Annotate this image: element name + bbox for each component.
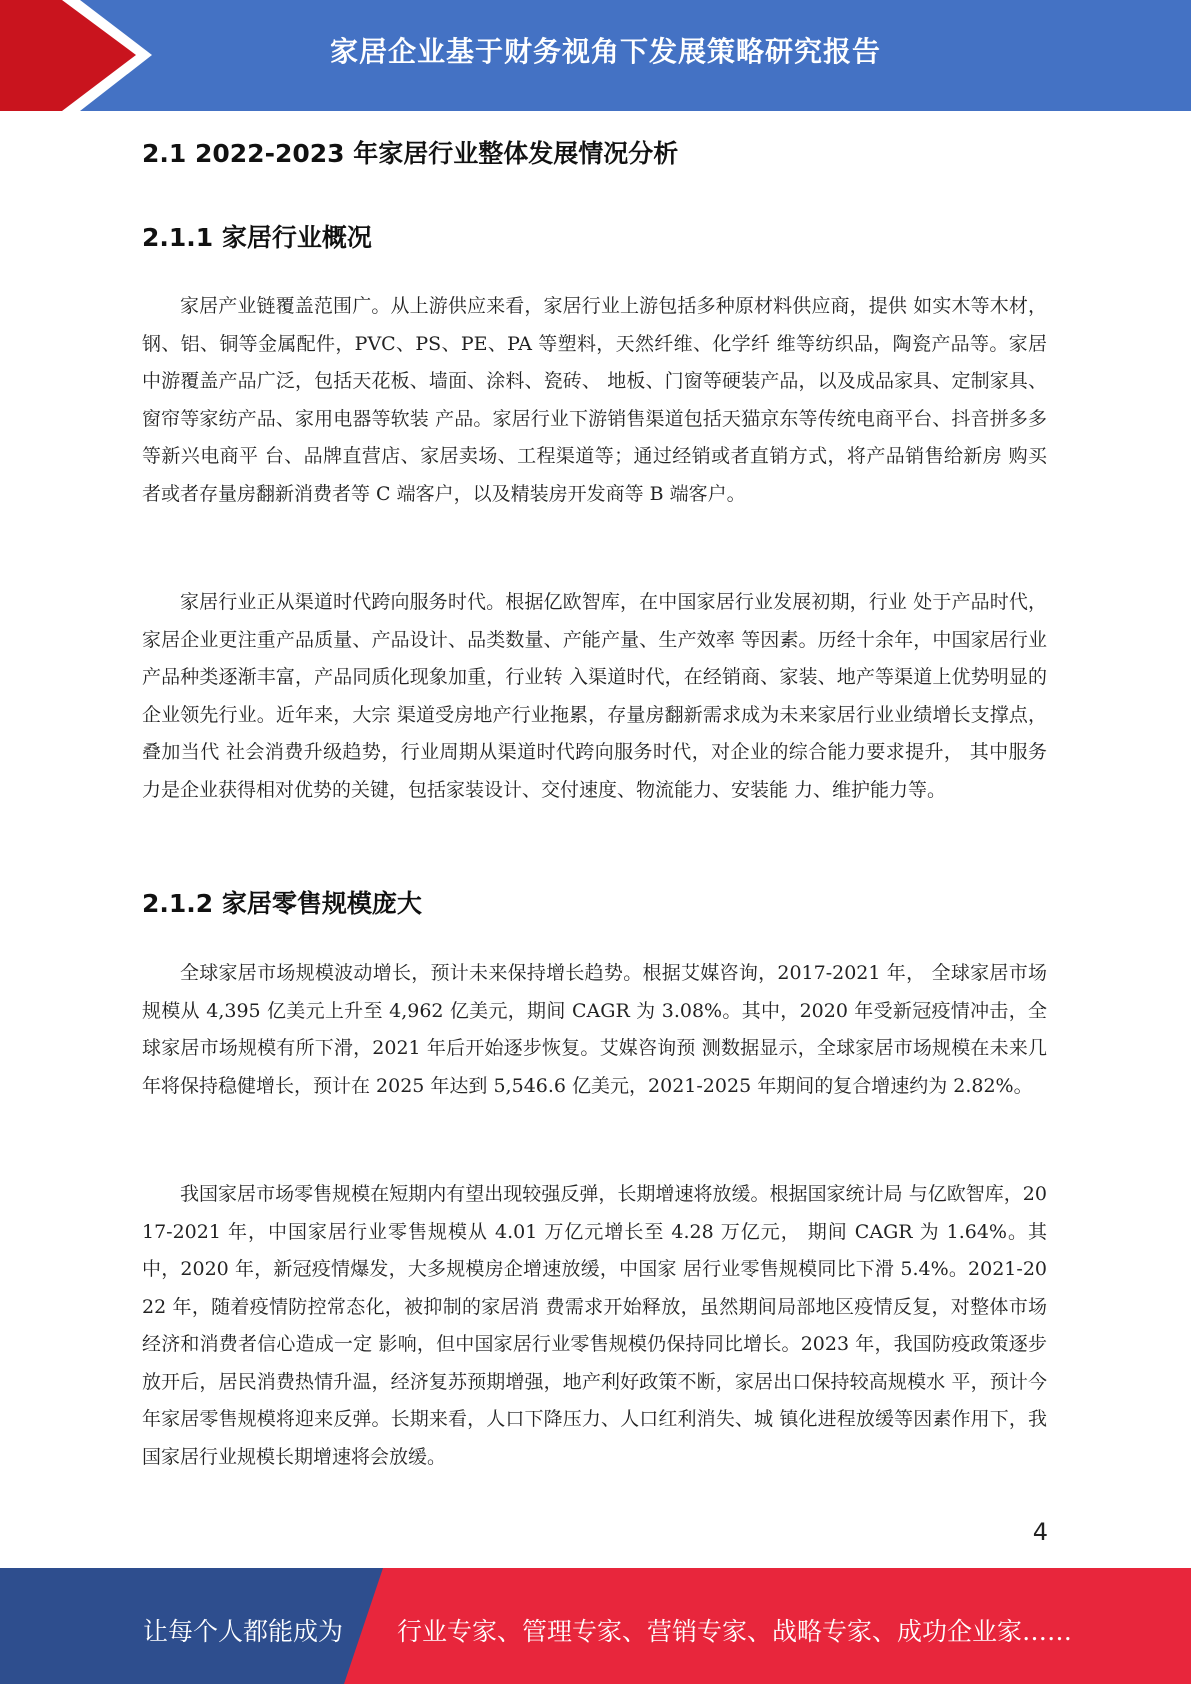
section-heading-2-1-1: 2.1.1 家居行业概况 <box>142 223 372 252</box>
report-title: 家居企业基于财务视角下发展策略研究报告 <box>330 35 882 68</box>
page-number: 4 <box>1032 1518 1048 1546</box>
section-heading-2-1-2: 2.1.2 家居零售规模庞大 <box>142 889 422 918</box>
paragraph-industry-chain: 家居产业链覆盖范围广。从上游供应来看，家居行业上游包括多种原材料供应商，提供 如实木等木材，钢、铝、铜等金属配件，PVC、PS、PE、PA 等塑料，天然纤维、化学纤 维等纺织品，陶瓷产品等。家居中游覆盖产品广泛，包括天花板、墙面、涂料、瓷砖、 地板、门窗等硬装产品，以及成品家具、定制家具、窗帘等家纺产品、家用电器等软装 产品。家居行业下游销售渠道包括天猫京东等传统电商平台、抖音拼多多等新兴电商平 台、品牌直营店、家居卖场、工程渠道等；通过经销或者直销方式，将产品销售给新房 购买者或者存量房翻新消费者等 C 端客户，以及精装房开发商等 B 端客户。 <box>142 295 1047 505</box>
footer-slogan-right: 行业专家、管理专家、营销专家、战略专家、成功企业家…… <box>397 1617 1073 1646</box>
paragraph-china-retail: 我国家居市场零售规模在短期内有望出现较强反弹，长期增速将放缓。根据国家统计局 与亿欧智库，2017-2021 年，中国家居行业零售规模从 4.01 万亿元增长至 4.28 万亿元， 期间 CAGR 为 1.64%。其中，2020 年，新冠疫情爆发，大多规模房企增速放缓，中国家 居行业零售规模同比下滑 5.4%。2021-2022 年，随着疫情防控常态化，被抑制的家居消 费需求开始释放，虽然期间局部地区疫情反复，对整体市场经济和消费者信心造成一定 影响，但中国家居行业零售规模仍保持同比增长。2023 年，我国防疫政策逐步放开后，居民消费热情升温，经济复苏预期增强，地产利好政策不断，家居出口保持较高规模水 平，预计今年家居零售规模将迎来反弹。长期来看，人口下降压力、人口红利消失、城 镇化进程放缓等因素作用下，我国家居行业规模长期增速将会放缓。 <box>142 1183 1047 1468</box>
footer-slogan-left: 让每个人都能成为 <box>143 1617 344 1646</box>
section-heading-2-1: 2.1 2022-2023 年家居行业整体发展情况分析 <box>142 139 679 168</box>
page-footer <box>0 1568 1191 1684</box>
paragraph-service-era: 家居行业正从渠道时代跨向服务时代。根据亿欧智库，在中国家居行业发展初期，行业 处于产品时代，家居企业更注重产品质量、产品设计、品类数量、产能产量、生产效率 等因素。历经十余年，中国家居行业产品种类逐渐丰富，产品同质化现象加重，行业转 入渠道时代，在经销商、家装、地产等渠道上优势明显的企业领先行业。近年来，大宗 渠道受房地产行业拖累，存量房翻新需求成为未来家居行业业绩增长支撑点，叠加当代 社会消费升级趋势，行业周期从渠道时代跨向服务时代，对企业的综合能力要求提升， 其中服务力是企业获得相对优势的关键，包括家装设计、交付速度、物流能力、安装能 力、维护能力等。 <box>142 591 1047 801</box>
paragraph-global-market: 全球家居市场规模波动增长，预计未来保持增长趋势。根据艾媒咨询，2017-2021 年， 全球家居市场规模从 4,395 亿美元上升至 4,962 亿美元，期间 CAGR 为 3.08%。其中，2020 年受新冠疫情冲击，全球家居市场规模有所下滑，2021 年后开始逐步恢复。艾媒咨询预 测数据显示，全球家居市场规模在未来几年将保持稳健增长，预计在 2025 年达到 5,546.6 亿美元，2021-2025 年期间的复合增速约为 2.82%。 <box>142 962 1047 1097</box>
page-header <box>0 0 1191 111</box>
